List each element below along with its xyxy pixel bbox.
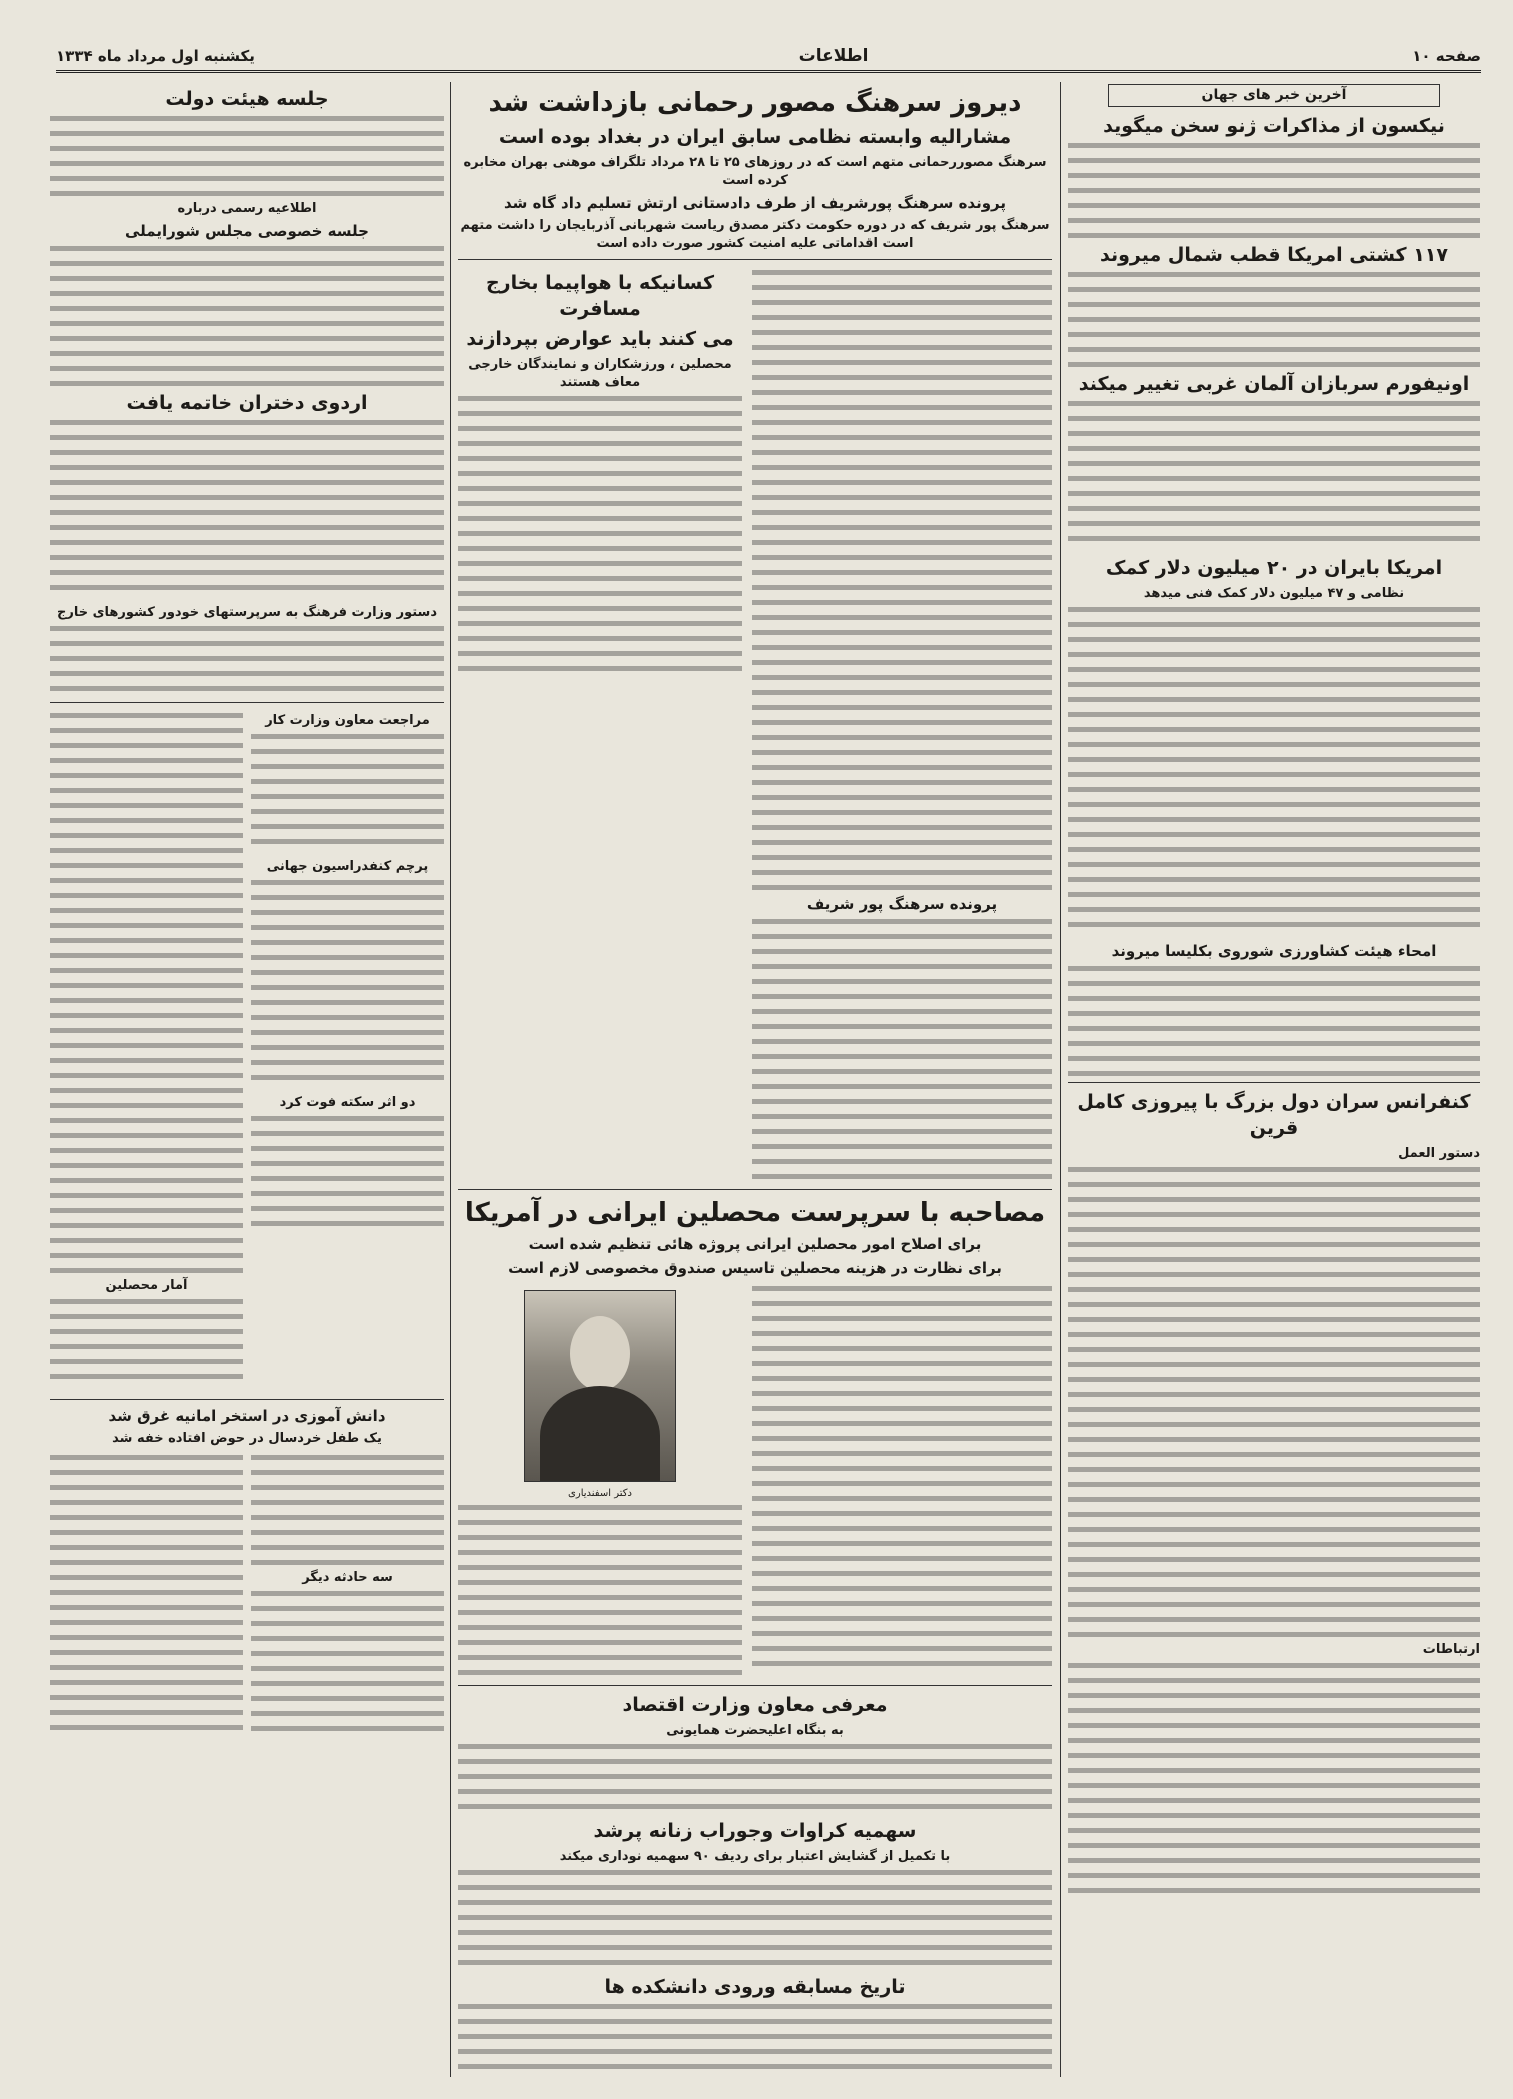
girls-camp-body [50, 420, 444, 600]
ships-article-body [1068, 272, 1480, 367]
ties-quota-subheading: با تکمیل از گشایش اعتبار برای ردیف ۹۰ سهمیه نوداری میکند [559, 1849, 951, 1864]
culture-ministry-order-body [50, 626, 444, 696]
ships-headline: ۱۱۷ کشتی امریکا قطب شمال میروند [1099, 244, 1448, 266]
airport-tax-subheading: محصلین ، ورزشکاران و نمایندگان خارجی معاف هستند [468, 357, 732, 390]
poursharif-subheading: پرونده سرهنگ پور شریف [806, 895, 998, 913]
students-article-col2 [458, 1505, 742, 1675]
left-column [50, 82, 444, 2077]
right-column [1068, 82, 1480, 2077]
airport-tax-headline: کسانیکه با هواپیما بخارج مسافرت [485, 272, 715, 320]
nixon-headline: نیکسون از مذاکرات ژنو سخن میگوید [1103, 115, 1445, 137]
center-column [458, 82, 1052, 2077]
ties-quota-body [458, 1870, 1052, 1970]
nixon-article-body [1068, 143, 1480, 238]
students-interview-sub2: برای نظارت در هزینه محصلین تاسیس صندوق مخصوصی لازم است [508, 1259, 1002, 1277]
poursharif-article-body [752, 919, 1052, 1179]
culture-ministry-order-headline: دستور وزارت فرهنگ به سرپرستهای خودور کشورهای خارج [56, 605, 438, 620]
other-incidents-body [251, 1591, 444, 1731]
summit-article-body [1068, 1167, 1480, 1637]
drowning-headline: دانش آموزی در استخر امانیه غرق شد [108, 1407, 386, 1425]
girls-camp-headline: اردوی دختران خاتمه یافت [126, 392, 368, 414]
world-news-box-title: آخرین خبر های جهان [1108, 84, 1440, 107]
poursharif-sub4: سرهنگ پور شریف که در دوره حکومت دکتر مصدق ریاست شهربانی آذربایجان را داشت متهم است اقداماتی علیه امنیت کشور صورت داده است [460, 218, 1050, 251]
soviet-delegation-body [1068, 966, 1480, 1076]
students-article-col1 [752, 1286, 1052, 1666]
uniform-article-body [1068, 401, 1480, 551]
entrance-exam-body [458, 2004, 1052, 2077]
students-interview-sub1: برای اصلاح امور محصلین ایرانی پروژه هائی تنظیم شده است [528, 1235, 982, 1253]
drowning-body-col2 [50, 1455, 243, 1735]
students-interview-headline: مصاحبه با سرپرست محصلین ایرانی در آمریکا [464, 1198, 1046, 1228]
rahmani-article [752, 266, 1052, 1183]
cabinet-meeting-headline: جلسه هیئت دولت [165, 88, 329, 110]
communications-body [1068, 1663, 1480, 1893]
world-confederation-flag-headline: پرچم کنفدراسیون جهانی [266, 859, 429, 874]
communications-subheading: ارتباطات [1422, 1642, 1480, 1657]
private-session-headline: جلسه خصوصی مجلس شورایملی [125, 222, 369, 240]
rahmani-sub2: سرهنگ مصوررحمانی متهم است که در روزهای ۲۵ تا ۲۸ مرداد تلگراف موهنی بهران مخابره کرده است [463, 155, 1047, 188]
airport-tax-body [458, 396, 742, 676]
portrait-photo [524, 1290, 676, 1482]
masthead [56, 42, 1481, 73]
stroke-death-headline: دو اثر سکته فوت کرد [279, 1095, 416, 1110]
drowning-subheading: یک طفل خردسال در حوض افتاده خفه شد [112, 1431, 382, 1446]
masthead-page: صفحه ۱۰ [1412, 47, 1481, 65]
other-incidents-headline: سه حادثه دیگر [302, 1570, 393, 1585]
uniform-headline: اونیفورم سربازان آلمان غربی تغییر میکند [1078, 373, 1470, 395]
rahmani-article-body [752, 270, 1052, 890]
entrance-exam-headline: تاریخ مسابقه ورودی دانشکده ها [604, 1976, 906, 1998]
stroke-death-body [251, 1116, 444, 1226]
airport-tax-headline-2: می کنند باید عوارض بپردازند [466, 328, 734, 350]
ties-quota-headline: سهمیه کراوات وجوراب زنانه پرشد [593, 1820, 917, 1842]
labor-deputy-return-headline: مراجعت معاون وزارت کار [265, 713, 430, 728]
cabinet-meeting-body [50, 116, 444, 196]
economy-deputy-headline: معرفی معاون وزارت اقتصاد [622, 1694, 888, 1716]
private-session-body [50, 246, 444, 386]
agenda-subheading: دستور العمل [1398, 1146, 1480, 1161]
drowning-body-col1 [251, 1455, 444, 1565]
labor-deputy-return-body [251, 734, 444, 854]
airport-tax-article [458, 266, 742, 1183]
economy-deputy-subheading: به بنگاه اعلیحضرت همایونی [666, 1723, 844, 1738]
summit-headline: کنفرانس سران دول بزرگ با پیروزی کامل قرین [1077, 1091, 1471, 1139]
portrait-caption: دکتر اسفندیاری [568, 1488, 632, 1499]
student-stats-heading: آمار محصلین [105, 1278, 188, 1293]
poursharif-sub3: پرونده سرهنگ پورشریف از طرف دادستانی ارتش تسلیم داد گاه شد [503, 194, 1007, 212]
student-stats-body [50, 1299, 243, 1389]
rahmani-sub1: مشارالیه وابسته نظامی سابق ایران در بغداد بوده است [498, 126, 1012, 148]
us-aid-headline: امریکا بایران در ۲۰ میلیون دلار کمک [1105, 557, 1443, 579]
masthead-paper-name: اطلاعات [798, 46, 869, 66]
official-notice-heading: اطلاعیه رسمی درباره [177, 201, 317, 216]
economy-deputy-body [458, 1744, 1052, 1814]
rahmani-headline: دیروز سرهنگ مصور رحمانی بازداشت شد [488, 88, 1022, 118]
us-aid-subheadline: نظامی و ۴۷ میلیون دلار کمک فنی میدهد [1143, 586, 1405, 601]
world-confederation-flag-body [251, 880, 444, 1090]
soviet-delegation-headline: امحاء هیئت کشاورزی شوروی بکلیسا میروند [1111, 942, 1437, 960]
us-aid-article-body [1068, 607, 1480, 937]
students-article-continued [50, 713, 243, 1273]
masthead-date: یکشنبه اول مرداد ماه ۱۳۳۴ [56, 47, 255, 65]
